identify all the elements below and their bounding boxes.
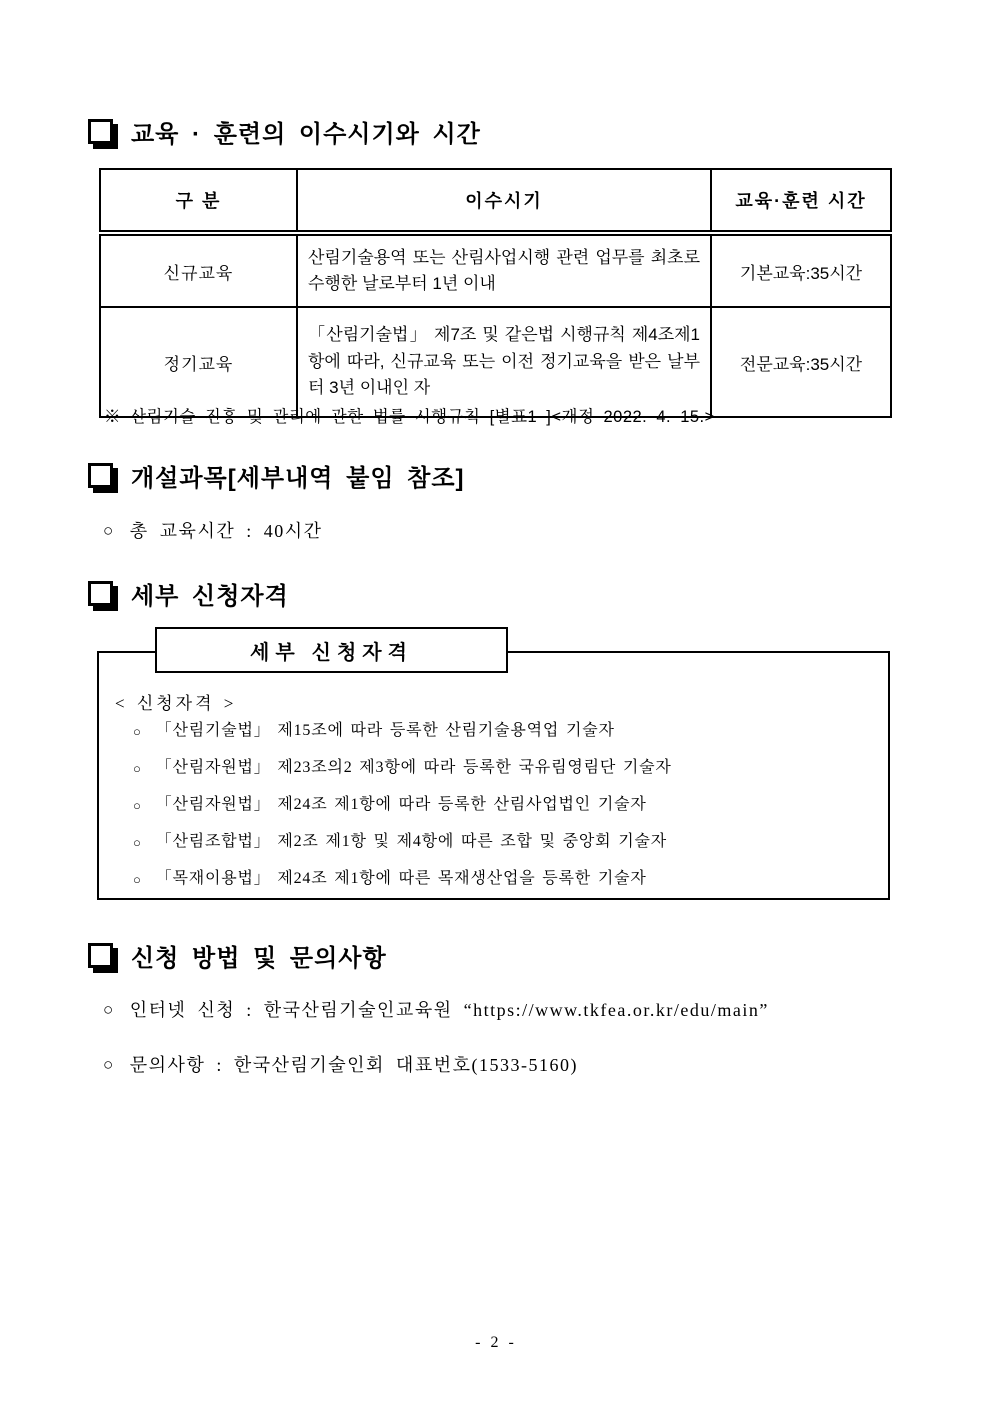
circle-bullet-icon: ○	[133, 834, 142, 850]
square-bullet-icon	[88, 119, 113, 144]
col-header-hours: 교육·훈련 시간	[711, 169, 891, 233]
circle-bullet-icon: ○	[133, 760, 142, 776]
total-hours-line	[103, 517, 323, 543]
circle-bullet-icon: ○	[133, 871, 142, 887]
internet-apply-line	[103, 996, 769, 1022]
cell-hours: 기본교육:35시간	[711, 233, 891, 307]
square-bullet-icon	[88, 581, 113, 606]
eligibility-item-text: 「목재이용법」 제24조 제1항에 따른 목재생산업을 등록한 기술자	[155, 870, 647, 887]
circle-bullet-icon: ○	[103, 520, 115, 540]
list-item	[133, 830, 672, 854]
internet-apply-text: 인터넷 신청 : 한국산림기술인교육원 “https://www.tkfea.or.kr/edu/main”	[129, 1000, 769, 1020]
section-header-eligibility	[88, 576, 289, 611]
list-item	[133, 793, 672, 817]
eligibility-box-title: 세부 신청자격	[155, 627, 508, 673]
cell-timing: 산림기술용역 또는 산림사업시행 관련 업무를 최초로 수행한 날로부터 1년 이내	[297, 233, 711, 307]
eligibility-item-text: 「산림자원법」 제24조 제1항에 따라 등록한 산림사업법인 기술자	[155, 796, 647, 813]
table-row-regular-education	[100, 307, 891, 417]
total-hours-text: 총 교육시간 : 40시간	[129, 521, 323, 541]
section-title: 교육 · 훈련의 이수시기와 시간	[131, 121, 481, 148]
contact-text: 문의사항 : 한국산림기술인회 대표번호(1533-5160)	[129, 1055, 578, 1075]
eligibility-item-list	[133, 719, 672, 891]
cell-hours: 전문교육:35시간	[711, 307, 891, 417]
section-header-edu-training	[88, 114, 481, 149]
section-title: 세부 신청자격	[131, 583, 289, 610]
list-item	[133, 756, 672, 780]
eligibility-label: < 신청자격 >	[115, 694, 237, 713]
cell-category: 정기교육	[100, 307, 297, 417]
eligibility-item-text: 「산림기술법」 제15조에 따라 등록한 산림기술용역업 기술자	[155, 722, 615, 739]
eligibility-box	[97, 651, 890, 900]
square-bullet-icon	[88, 943, 113, 968]
circle-bullet-icon: ○	[103, 999, 115, 1019]
list-item	[133, 719, 672, 743]
col-header-division: 구 분	[100, 169, 297, 233]
circle-bullet-icon: ○	[133, 723, 142, 739]
cell-category: 신규교육	[100, 233, 297, 307]
circle-bullet-icon: ○	[133, 797, 142, 813]
circle-bullet-icon: ○	[103, 1054, 115, 1074]
contact-line	[103, 1051, 578, 1077]
section-header-subjects	[88, 458, 465, 493]
square-bullet-icon	[88, 463, 113, 488]
eligibility-item-text: 「산림자원법」 제23조의2 제3항에 따라 등록한 국유림영림단 기술자	[155, 759, 672, 776]
eligibility-item-text: 「산림조합법」 제2조 제1항 및 제4항에 따른 조합 및 중앙회 기술자	[155, 833, 668, 850]
section-title: 신청 방법 및 문의사항	[131, 945, 387, 972]
table-header-row	[100, 169, 891, 233]
legal-reference-note: ※ 산림기술 진흥 및 관리에 관한 법률 시행규칙 [별표1 ]<개정 2022. 4. 15.>	[104, 408, 715, 426]
edu-training-table	[99, 168, 892, 418]
list-item	[133, 867, 672, 891]
col-header-timing: 이수시기	[297, 169, 711, 233]
section-header-apply	[88, 938, 387, 973]
page-number: - 2 -	[475, 1334, 517, 1351]
cell-timing: 「산림기술법」 제7조 및 같은법 시행규칙 제4조제1항에 따라, 신규교육 또는 이전 정기교육을 받은 날부터 3년 이내인 자	[297, 307, 711, 417]
table-row-new-education	[100, 233, 891, 307]
section-title: 개설과목[세부내역 붙임 참조]	[131, 465, 465, 492]
